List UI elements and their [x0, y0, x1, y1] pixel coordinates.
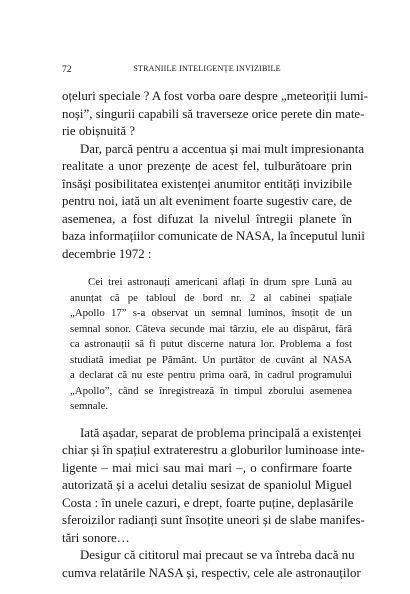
text-line: oțeluri speciale ? A fost vorba oare despre „meteoriții lumi-	[62, 89, 369, 103]
text-line: însăși posibilitatea existenței anumitor entități invizibile	[62, 176, 352, 191]
quote-line: ca astronauții să fi putut discerne natura lor. Problema a fost	[70, 338, 352, 350]
text-line: noși”, singurii capabili să traverseze orice perete din mate-	[62, 106, 365, 121]
text-line: ligente – mai mici sau mai mari –, o confirmare foarte	[62, 460, 352, 475]
text-line: rie obișnuită ?	[62, 124, 136, 138]
quote-line: studiată imediat pe Pământ. Un purtător de cuvânt al NASA	[70, 353, 352, 366]
text-line: sferoizilor radianți sunt însoțite uneori și de slabe manifes-	[62, 513, 365, 527]
page-number: 72	[62, 64, 72, 75]
quote-line: „Apollo”, când se înregistrează în timpul zborului asemenea	[70, 384, 352, 397]
quote-line: semnale.	[70, 400, 109, 412]
page-header	[62, 64, 352, 78]
text-line: Desigur că cititorul mai precaut se va întreba dacă nu	[80, 548, 355, 562]
block-quote	[62, 275, 352, 415]
quote-line: „Apollo 17” s-a observat un semnal luminos, însoțit de un	[70, 307, 352, 319]
paragraph-1	[62, 88, 369, 141]
body-text	[62, 88, 369, 582]
paragraph-2	[62, 141, 365, 264]
text-line: asemenea, a fost difuzat la nivelul întregii planete în	[62, 211, 352, 226]
quote-line: Cei trei astronauți americani aflați în drum spre Lună au	[88, 276, 352, 288]
text-line: autorizată și a acelui detaliu sesizat de spaniolul Miguel	[62, 478, 352, 492]
quote-line: semnal sonor. Câteva secunde mai târziu, ele au dispărut, fără	[70, 322, 352, 335]
text-line: Iată așadar, separat de problema principală a existenței	[80, 425, 362, 440]
text-line: Dar, parcă pentru a accentua și mai mult impresionanta	[80, 141, 365, 156]
quote-line: a declarat că nu este pentru prima oară, în cadrul programului	[70, 369, 352, 381]
text-line: baza informațiilor comunicate de NASA, la începutul lunii	[62, 229, 365, 243]
paragraph-3	[62, 425, 365, 548]
paragraph-4	[62, 547, 361, 582]
text-line: Costa : în unele cazuri, e drept, foarte puține, deplasările	[62, 495, 354, 510]
text-line: pentru noi, iată un alt eveniment foarte sugestiv care, de	[62, 194, 352, 208]
text-line: cumva relatările NASA și, respectiv, cele ale astronauților	[62, 565, 361, 580]
text-line: chiar și în spațiul extraterestru a globurilor luminoase inte-	[62, 443, 365, 457]
text-line: decembrie 1972 :	[62, 246, 152, 261]
running-title: STRANIILE INTELIGENȚE INVIZIBILE	[133, 64, 281, 73]
text-line: realitate a unor prezențe de acest fel, tulburătoare prin	[62, 159, 352, 173]
text-line: tări sonore…	[62, 530, 130, 545]
quote-line: anunțat că pe tabloul de bord nr. 2 al cabinei spațiale	[70, 291, 352, 304]
